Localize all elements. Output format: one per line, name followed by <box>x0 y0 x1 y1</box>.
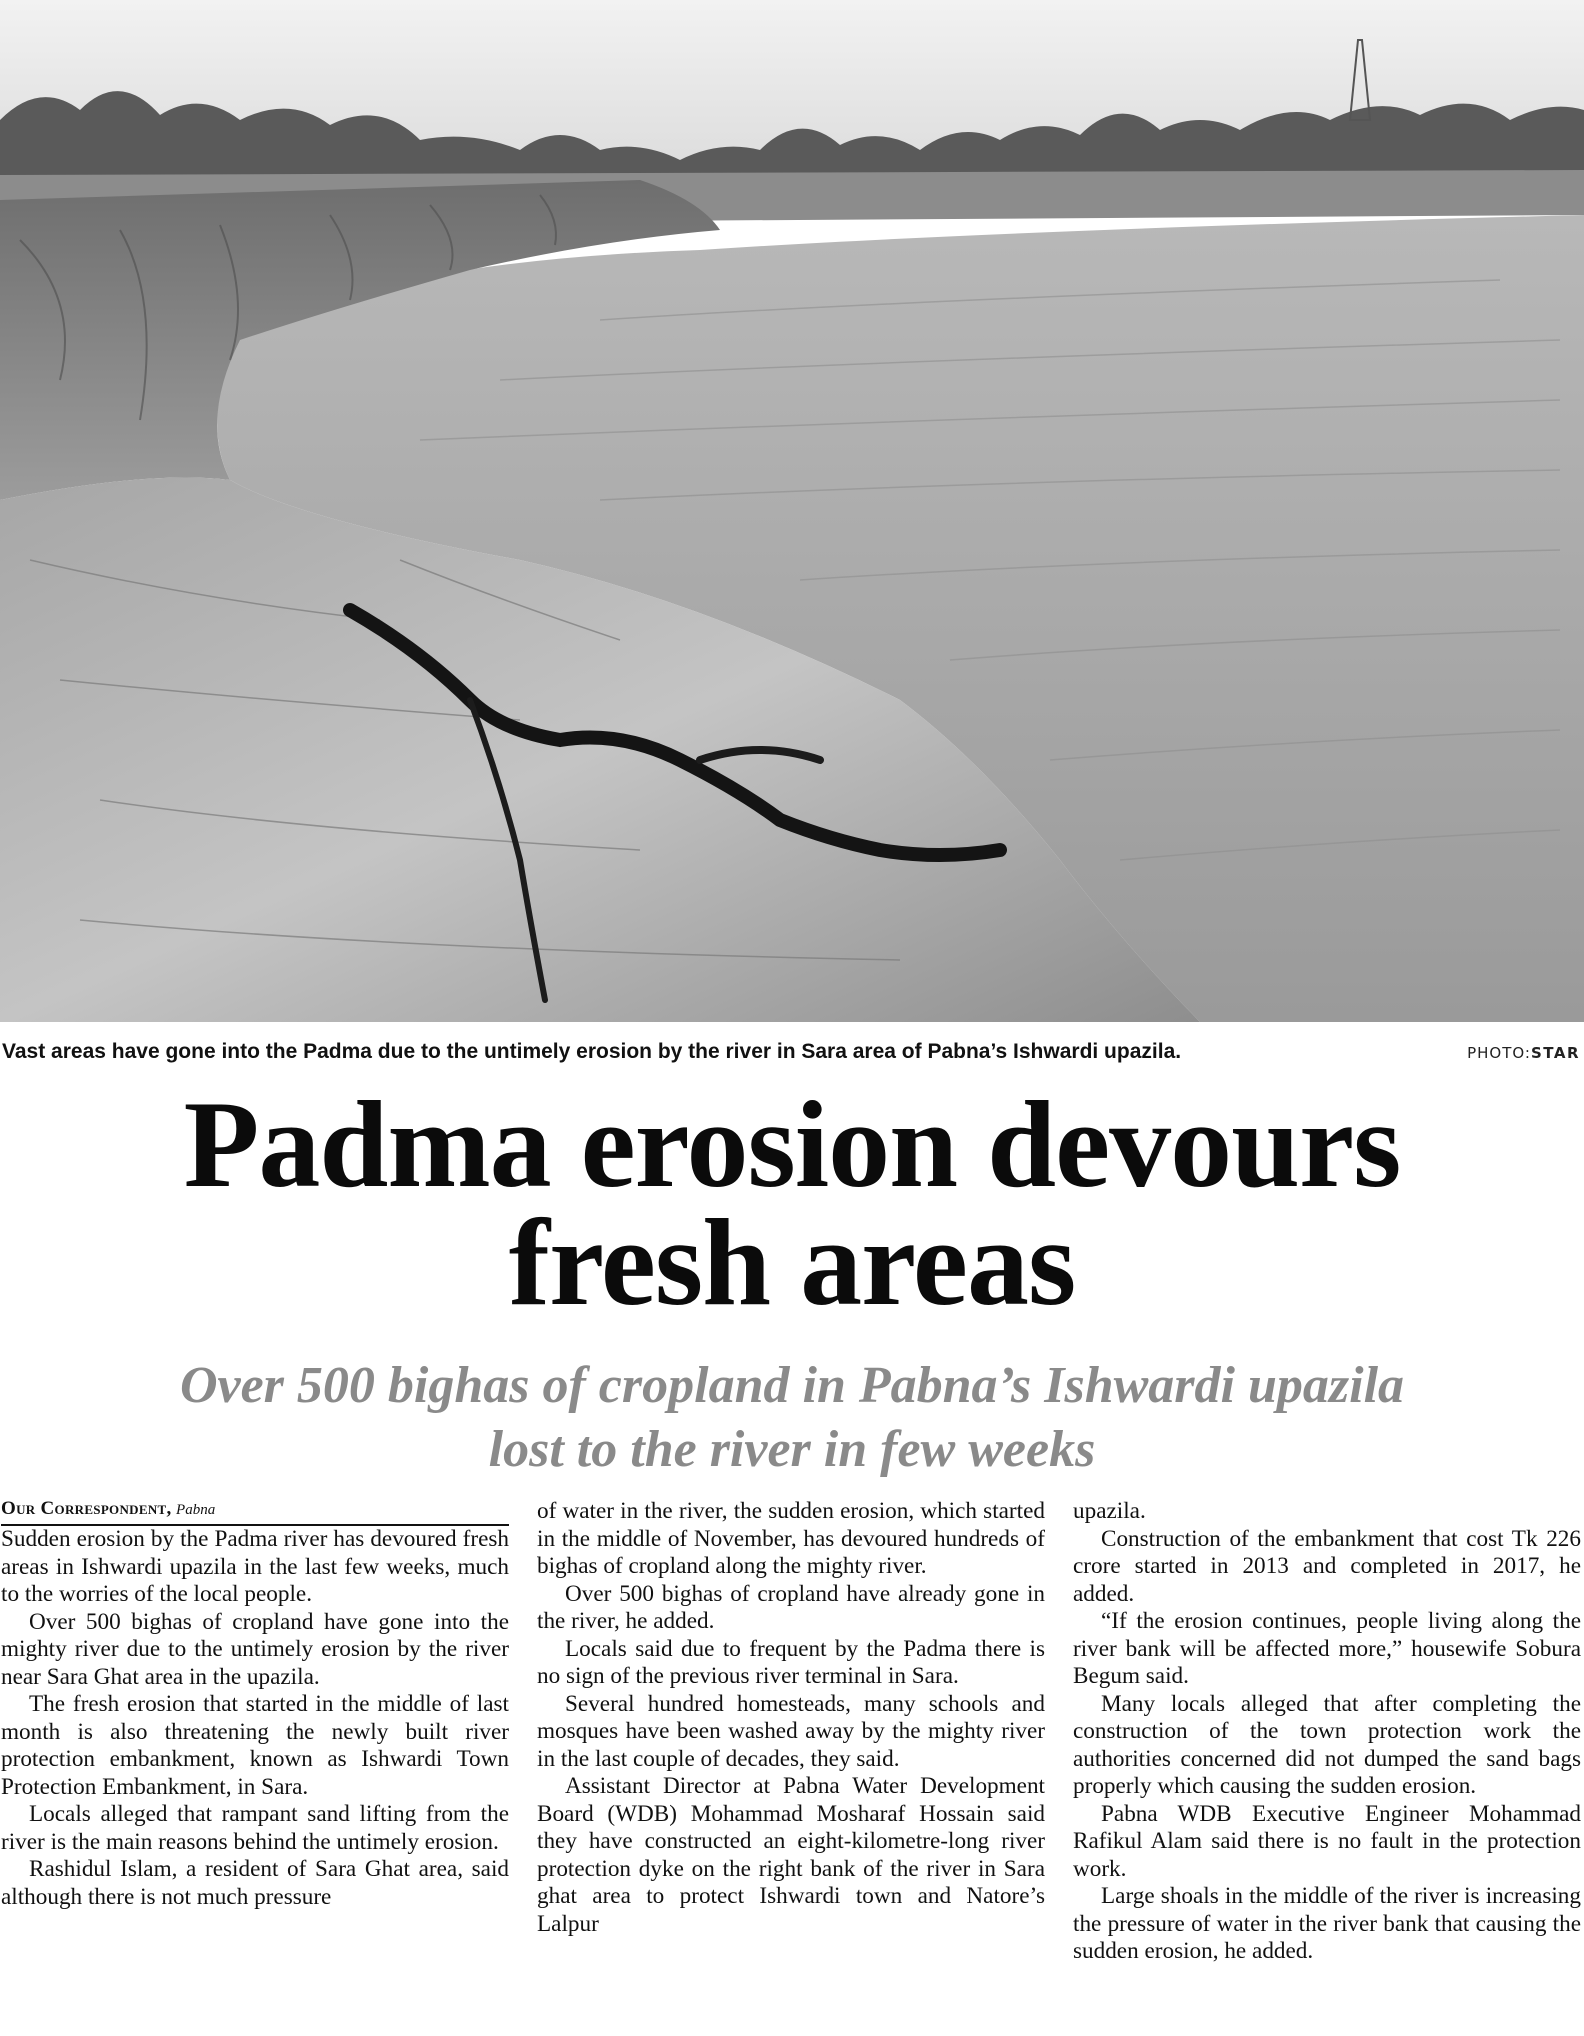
paragraph: Construction of the embankment that cost Tk 226 crore started in 2013 and completed in 2017, he added. <box>1073 1525 1581 1607</box>
article-column-1 <box>1 1526 509 1911</box>
subheadline-line-1: Over 500 bighas of cropland in Pabna’s Ishwardi upazila <box>179 1357 1405 1414</box>
paragraph: Locals said due to frequent by the Padma there is no sign of the previous river terminal in Sara. <box>537 1635 1045 1689</box>
photo-caption-bar <box>2 1040 1580 1076</box>
photo-caption: Vast areas have gone into the Padma due to the untimely erosion by the river in Sara area of Pabna’s Ishwardi upazila. <box>2 1040 1182 1063</box>
subheadline <box>0 1354 1584 1482</box>
paragraph: Large shoals in the middle of the river is increasing the pressure of water in the river bank that causing the sudden erosion, he added. <box>1073 1883 1581 1964</box>
paragraph: Locals alleged that rampant sand lifting from the river is the main reasons behind the untimely erosion. <box>1 1801 509 1855</box>
headline <box>0 1076 1584 1331</box>
subheadline-line-2: lost to the river in few weeks <box>488 1421 1096 1478</box>
photo-credit <box>1467 1044 1580 1062</box>
photo-credit-name: STAR <box>1530 1044 1580 1062</box>
paragraph: Over 500 bighas of cropland have gone into the mighty river due to the untimely erosion by the river near Sara Ghat area in the upazila. <box>1 1608 509 1690</box>
paragraph: “If the erosion continues, people living along the river bank will be affected more,” housewife Sobura Begum said. <box>1073 1608 1581 1689</box>
paragraph: Rashidul Islam, a resident of Sara Ghat area, said although there is not much pressure <box>1 1856 509 1910</box>
paragraph: Sudden erosion by the Padma river has devoured fresh areas in Ishwardi upazila in the last few weeks, much to the worries of the local people. <box>1 1526 509 1607</box>
paragraph: upazila. <box>1073 1498 1146 1524</box>
byline-name: Our Correspondent, <box>1 1498 172 1519</box>
article-column-3 <box>1073 1498 1581 1966</box>
paragraph: of water in the river, the sudden erosion, which started in the middle of November, has devoured hundreds of bighas of cropland along the mighty river. <box>537 1498 1045 1579</box>
byline-place: Pabna <box>176 1502 216 1518</box>
photo-credit-prefix: PHOTO: <box>1467 1044 1531 1062</box>
headline-line-2: fresh areas <box>508 1194 1076 1331</box>
paragraph: Pabna WDB Executive Engineer Mohammad Rafikul Alam said there is no fault in the protection work. <box>1073 1800 1581 1882</box>
byline <box>1 1498 509 1526</box>
headline-line-1: Padma erosion devours <box>183 1076 1401 1213</box>
article-column-2 <box>537 1498 1045 1938</box>
paragraph: Several hundred homesteads, many schools and mosques have been washed away by the mighty river in the last couple of decades, they said. <box>537 1690 1045 1772</box>
paragraph: Assistant Director at Pabna Water Development Board (WDB) Mohammad Mosharaf Hossain said they have constructed an eight-kilometre-long river protection dyke on the right bank of the river in Sara ghat area to protect Ishwardi town and Natore’s Lalpur <box>537 1773 1045 1937</box>
paragraph: Many locals alleged that after completing the construction of the town protection work the authorities concerned did not dumped the sand bags properly which causing the sudden erosion. <box>1073 1690 1581 1799</box>
paragraph: The fresh erosion that started in the middle of last month is also threatening the newly built river protection embankment, known as Ishwardi Town Protection Embankment, in Sara. <box>1 1691 509 1800</box>
paragraph: Over 500 bighas of cropland have already gone in the river, he added. <box>537 1580 1045 1634</box>
